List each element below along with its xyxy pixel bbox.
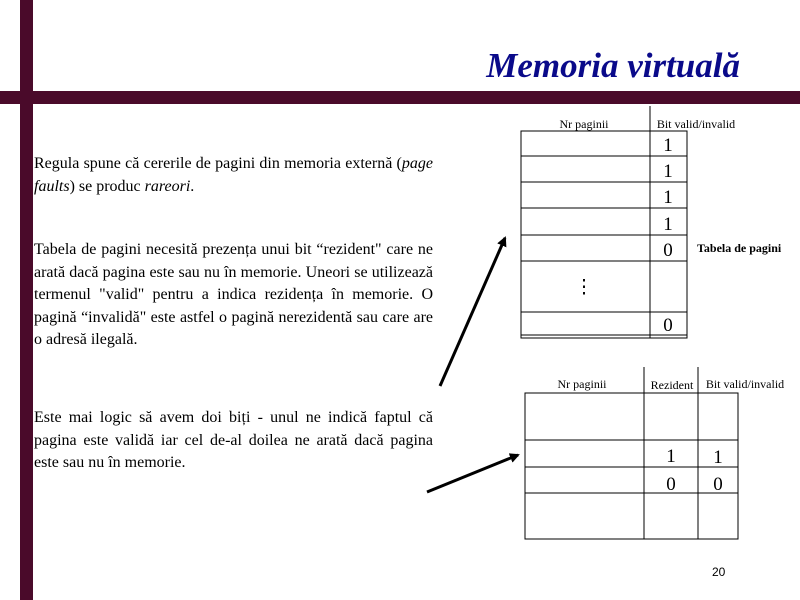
arrow-to-table2 bbox=[427, 455, 518, 492]
table2-resident-a: 1 bbox=[666, 446, 676, 467]
table2-header-resident: Rezident bbox=[650, 378, 694, 392]
p1-text-rareori: rareori bbox=[144, 177, 191, 195]
paragraph-two-bits: Este mai logic să avem doi biți - unul ne indică faptul că pagina este validă iar cel de-al doilea ne arată dacă pagina este sau nu în memorie. bbox=[34, 409, 433, 471]
p1-text-c: ) se produc bbox=[69, 177, 145, 195]
table1-bit-last: 0 bbox=[663, 315, 673, 336]
table2-resident-b: 0 bbox=[666, 474, 676, 495]
table1-bit-2: 1 bbox=[663, 161, 673, 182]
page-number: 20 bbox=[712, 565, 726, 579]
table2-bit-a: 1 bbox=[713, 447, 723, 468]
table1-bit-3: 1 bbox=[663, 187, 673, 208]
table1-header-page: Nr paginii bbox=[559, 117, 609, 131]
slide-title: Memoria virtuală bbox=[486, 46, 740, 85]
table2-bit-b: 0 bbox=[713, 474, 723, 495]
table1-ellipsis: ⋮ bbox=[574, 277, 594, 298]
paragraph-resident-bit: Tabela de pagini necesită prezența unui bit “rezident" care ne arată dacă pagina este sau nu în memorie. Uneori se utilizează termenul "valid" pentru a indica rezidența în memorie. O pagină “invalidă" este astfel o pagină nerezidentă sau care are o adresă ilegală. bbox=[34, 241, 433, 348]
p1-text-page-faults: page faults bbox=[34, 155, 433, 195]
page-table-2 bbox=[525, 367, 784, 539]
table1-bit-5: 0 bbox=[663, 240, 673, 261]
p1-text-a: Regula spune că cererile de pagini din memoria externă ( bbox=[34, 155, 402, 172]
table1-bit-1: 1 bbox=[663, 135, 673, 156]
table1-bit-4: 1 bbox=[663, 214, 673, 235]
arrow-to-table1 bbox=[440, 238, 505, 386]
table2-header-page: Nr paginii bbox=[557, 377, 607, 391]
table1-label: Tabela de pagini bbox=[697, 241, 782, 255]
table2-header-bit: Bit valid/invalid bbox=[705, 377, 785, 391]
table1-header-bit: Bit valid/invalid bbox=[656, 117, 736, 131]
p1-text-e: . bbox=[190, 177, 195, 195]
page-table-1 bbox=[521, 106, 782, 338]
